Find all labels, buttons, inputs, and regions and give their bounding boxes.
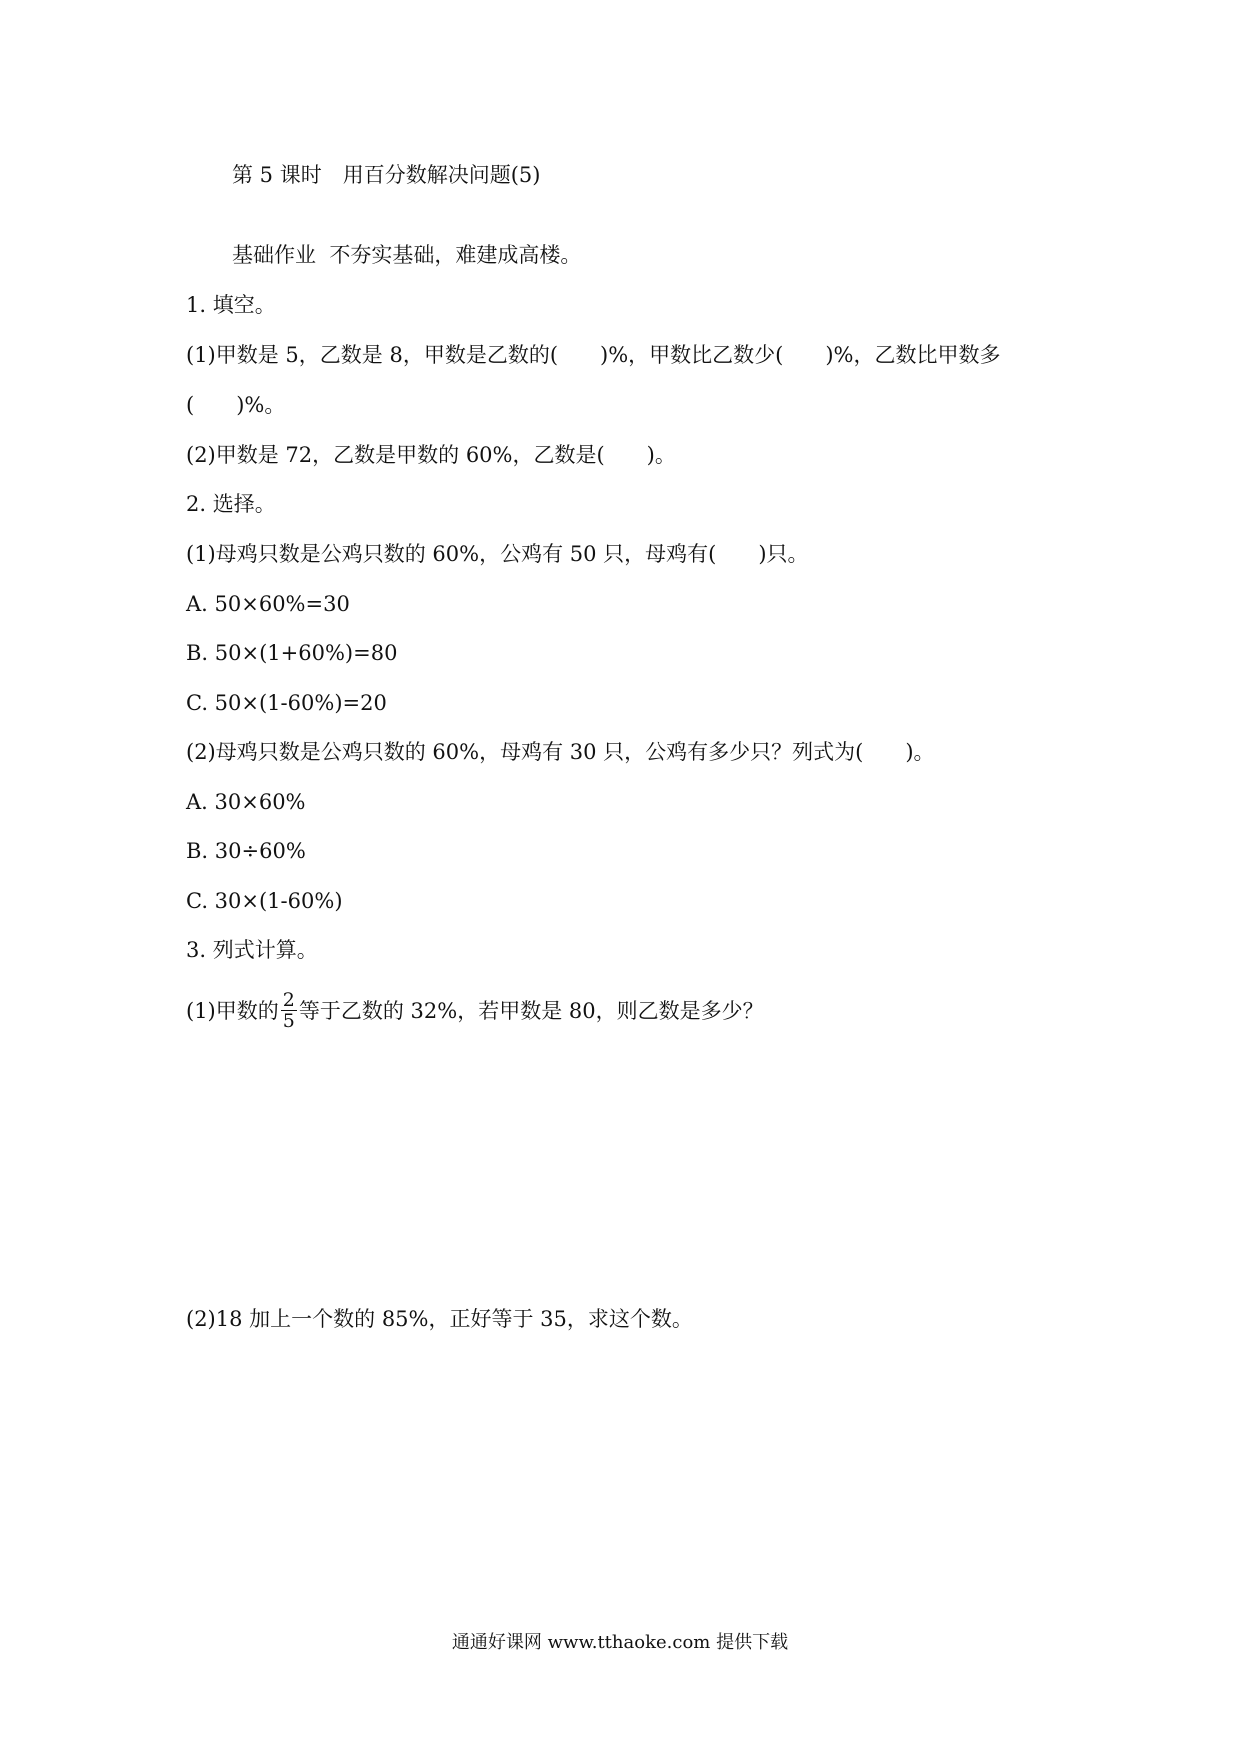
question-1-part-1-line-1: (1)甲数是 5，乙数是 8，甲数是乙数的( )%，甲数比乙数少( )%，乙数比甲数多: [186, 343, 1001, 367]
question-3-part-1-suffix: 等于乙数的 32%，若甲数是 80，则乙数是多少？: [298, 999, 764, 1023]
question-2-part-2-option-a: A. 30×60%: [186, 790, 306, 814]
fraction-numerator: 2: [282, 989, 295, 1011]
question-2-part-2-option-c: C. 30×(1-60%): [186, 889, 343, 913]
fraction-denominator: 5: [282, 1010, 295, 1032]
question-2-part-1-option-a: A. 50×60%=30: [186, 592, 350, 616]
question-2-part-2-option-b: B. 30÷60%: [186, 839, 306, 863]
question-1-part-2: (2)甲数是 72，乙数是甲数的 60%，乙数是( )。: [186, 443, 676, 467]
question-3-heading: 3. 列式计算。: [186, 938, 318, 962]
section-subtitle: 基础作业 不夯实基础，难建成高楼。: [232, 243, 582, 267]
question-2-part-1: (1)母鸡只数是公鸡只数的 60%，公鸡有 50 只，母鸡有( )只。: [186, 542, 809, 566]
page-title: 第 5 课时 用百分数解决问题(5): [232, 163, 541, 187]
question-3-part-1-prefix: (1)甲数的: [186, 999, 279, 1023]
question-2-part-1-option-b: B. 50×(1+60%)=80: [186, 641, 398, 665]
question-3-part-2: (2)18 加上一个数的 85%，正好等于 35，求这个数。: [186, 1307, 693, 1331]
question-1-heading: 1. 填空。: [186, 293, 276, 317]
question-3-part-1: [186, 989, 764, 1033]
question-2-part-1-option-c: C. 50×(1-60%)=20: [186, 691, 387, 715]
footer-source: 通通好课网 www.tthaoke.com 提供下载: [451, 1632, 789, 1653]
question-1-part-1-line-2: ( )%。: [186, 393, 286, 417]
question-2-heading: 2. 选择。: [186, 492, 276, 516]
question-2-part-2: (2)母鸡只数是公鸡只数的 60%，母鸡有 30 只，公鸡有多少只？列式为( )。: [186, 740, 935, 764]
fraction: [281, 990, 297, 1031]
